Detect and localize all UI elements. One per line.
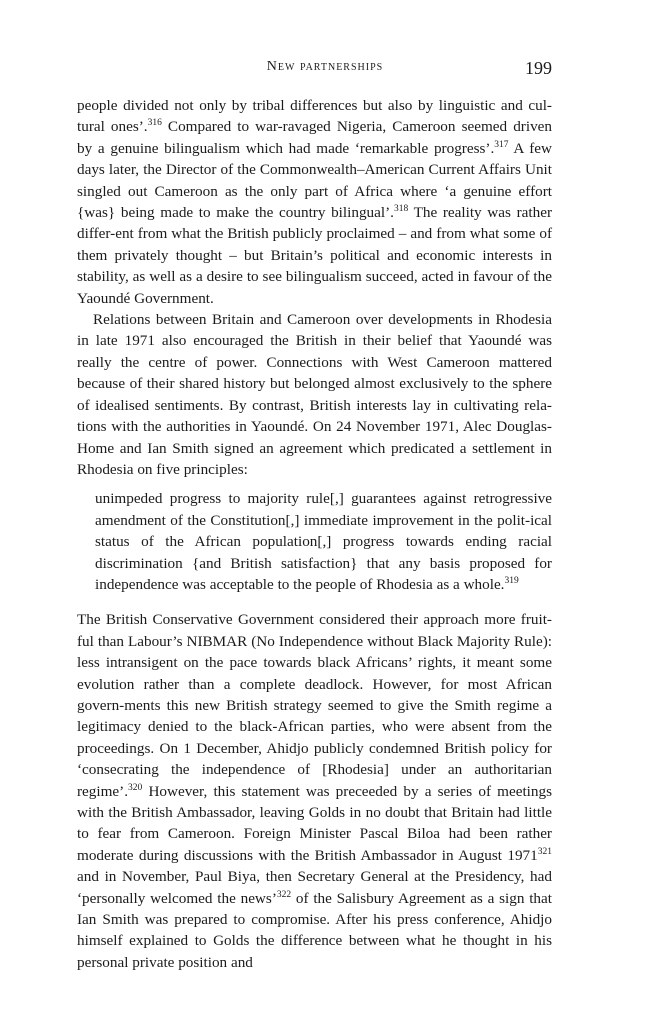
running-title: New partnerships: [266, 59, 384, 74]
body-text: [77, 95, 552, 973]
text-run: unimpeded progress to majority rule[,] guarantees against retrogressive amendment of the Constitution[,] immediate improvement in the polit-ical status of the African population[,] progress towards ending racial discrimination {and British satisfaction} that any basis proposed for independence was acceptable to the people of Rhodesia as a whole.: [95, 490, 552, 593]
text-run: people divided not only by tribal differences but also by linguistic and cul-tural ones’.: [77, 97, 552, 136]
footnote-ref: 322: [276, 889, 292, 900]
paragraph-2: [77, 309, 552, 480]
text-run: The reality was rather differ-ent from what the British publicly proclaimed – and from what some of them privately thought – but Britain’s political and economic interests in stability, as well as a desire to see bilingualism succeed, acted in favour of the Yaoundé Government.: [77, 204, 552, 307]
text-run: However, this statement was preceeded by a series of meetings with the British Ambassador, leaving Golds in no doubt that Britain had little to fear from Cameroon. Foreign Minister Pascal Biloa had been rather moderate during discussions with the British Ambassador in August 1971: [77, 782, 552, 864]
text-run: Relations between Britain and Cameroon over developments in Rhodesia in late 1971 also encouraged the British in their belief that Yaoundé was really the centre of power. Connections with West Cameroon mattered because of their shared history but belonged almost exclusively to the sphere of idealised sentiments. By contrast, British interests lay in cultivating rela-tions with the authorities in Yaoundé. On 24 November 1971, Alec Douglas-Home and Ian Smith signed an agreement which predicated a settlement in Rhodesia on five principles:: [77, 311, 552, 478]
footnote-ref: 318: [393, 203, 409, 214]
paragraph-3: [77, 609, 552, 973]
paragraph-1: [77, 95, 552, 309]
footnote-ref: 320: [128, 782, 143, 793]
page-number: 199: [525, 58, 552, 78]
block-quote: [95, 488, 552, 595]
text-run: and in November, Paul Biya, then Secretary General at the Presidency, had ‘personally welcomed the news’: [77, 868, 552, 907]
page-header: [0, 58, 650, 80]
text-run: A few days later, the Director of the Commonwealth–American Current Affairs Unit singled out Cameroon as the only part of Africa where ‘a genuine effort {was} being made to make the country bilingual’.: [77, 139, 553, 222]
text-run: Compared to war-ravaged Nigeria, Cameroon seemed driven by a genuine bilingualism which had made ‘remarkable progress’.: [77, 118, 552, 157]
footnote-ref: 316: [147, 118, 162, 129]
text-run: of the Salisbury Agreement as a sign that Ian Smith was prepared to compromise. After his press conference, Ahidjo himself explained to Golds the difference between what he thought in his personal private position and: [77, 889, 552, 971]
footnote-ref: 317: [494, 139, 509, 150]
footnote-ref: 319: [504, 575, 519, 586]
footnote-ref: 321: [537, 846, 552, 857]
text-run: The British Conservative Government considered their approach more fruit-ful than Labour’s NIBMAR (No Independence without Black Majority Rule): less intransigent on the pace towards black Africans’ rights, it meant some evolution rather than a complete deadlock. However, for most African govern-ments this new British strategy seemed to give the Smith regime a legitimacy denied to the black-African parties, who were absent from the proceedings. On 1 December, Ahidjo publicly condemned British policy for ‘consecrating the independence of [Rhodesia] under an authoritarian regime’.: [77, 611, 552, 800]
